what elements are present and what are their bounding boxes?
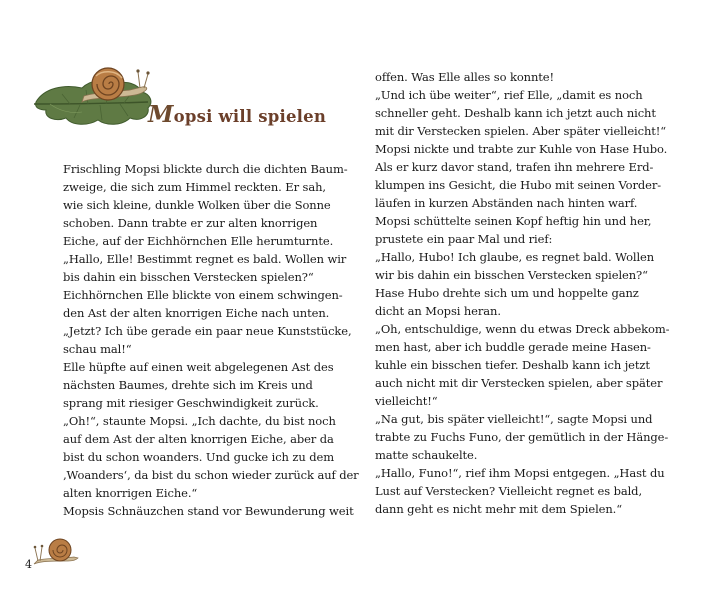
footer-snail-icon [30, 534, 82, 568]
text-line: auch nicht mit dir Verstecken spielen, aber später [375, 376, 663, 390]
text-line: sprang mit riesiger Geschwindigkeit zurück. [63, 396, 319, 410]
text-line: dicht an Mopsi heran. [375, 304, 501, 318]
chapter-title [148, 101, 326, 128]
text-line: „Hallo, Hubo! Ich glaube, es regnet bald. Wollen [375, 250, 655, 264]
text-line: auf dem Ast der alten knorrigen Eiche, aber da [63, 432, 334, 446]
text-line: nächsten Baumes, drehte sich im Kreis und [63, 378, 313, 392]
text-line: den Ast der alten knorrigen Eiche nach unten. [63, 306, 330, 320]
text-column-left [63, 160, 359, 520]
text-line: mit dir Verstecken spielen. Aber später vielleicht!“ [375, 124, 667, 138]
text-line: „Jetzt? Ich übe gerade ein paar neue Kunststücke, [63, 324, 352, 338]
text-line: läufen in kurzen Abständen nach hinten warf. [375, 196, 638, 210]
text-line: Mopsi nickte und trabte zur Kuhle von Hase Hubo. [375, 142, 668, 156]
text-line: „Und ich übe weiter“, rief Elle, „damit es noch [375, 88, 643, 102]
text-line: zweige, die sich zum Himmel reckten. Er sah, [63, 180, 326, 194]
text-line: offen. Was Elle alles so konnte! [375, 70, 555, 84]
text-line: Als er kurz davor stand, trafen ihn mehrere Erd- [375, 160, 654, 174]
text-line: trabte zu Fuchs Funo, der gemütlich in der Hänge- [375, 430, 669, 444]
text-line: Hase Hubo drehte sich um und hoppelte ganz [375, 286, 639, 300]
text-line: matte schaukelte. [375, 448, 478, 462]
text-line: Mopsi schüttelte seinen Kopf heftig hin und her, [375, 214, 652, 228]
text-line: „Hallo, Funo!“, rief ihm Mopsi entgegen. „Hast du [375, 466, 665, 480]
text-line: schneller geht. Deshalb kann ich jetzt auch nicht [375, 106, 656, 120]
text-line: „Oh!“, staunte Mopsi. „Ich dachte, du bist noch [63, 414, 336, 428]
title-rest: opsi will spielen [173, 107, 327, 126]
text-line: kuhle ein bisschen tiefer. Deshalb kann ich jetzt [375, 358, 650, 372]
text-line: prustete ein paar Mal und rief: [375, 232, 553, 246]
text-line: alten knorrigen Eiche.“ [63, 486, 198, 500]
text-line: Eiche, auf der Eichhörnchen Elle herumturnte. [63, 234, 334, 248]
text-line: schoben. Dann trabte er zur alten knorrigen [63, 216, 318, 230]
text-line: schau mal!“ [63, 342, 132, 356]
text-line: „Oh, entschuldige, wenn du etwas Dreck abbekom- [375, 322, 670, 336]
text-column-right [375, 68, 671, 518]
text-line: klumpen ins Gesicht, die Hubo mit seinen Vorder- [375, 178, 661, 192]
text-line: „Hallo, Elle! Bestimmt regnet es bald. Wollen wir [63, 252, 347, 266]
text-line: Elle hüpfte auf einen weit abgelegenen Ast des [63, 360, 334, 374]
text-line: wir bis dahin ein bisschen Verstecken spielen?“ [375, 268, 648, 282]
text-line: bist du schon woanders. Und gucke ich zu dem [63, 450, 335, 464]
text-line: dann geht es nicht mehr mit dem Spielen.“ [375, 502, 623, 516]
title-initial: M [148, 101, 174, 128]
text-line: Mopsis Schnäuzchen stand vor Bewunderung weit [63, 504, 354, 518]
text-line: ‚Woanders‘, da bist du schon wieder zurück auf der [63, 468, 359, 482]
snail-on-leaf-illustration [30, 58, 160, 130]
text-line: Frischling Mopsi blickte durch die dichten Baum- [63, 162, 348, 176]
page-number: 4 [25, 558, 32, 571]
text-line: Lust auf Verstecken? Vielleicht regnet es bald, [375, 484, 642, 498]
text-line: wie sich kleine, dunkle Wolken über die Sonne [63, 198, 331, 212]
text-line: „Na gut, bis später vielleicht!“, sagte Mopsi und [375, 412, 653, 426]
text-line: men hast, aber ich buddle gerade meine Hasen- [375, 340, 651, 354]
text-line: Eichhörnchen Elle blickte von einem schwingen- [63, 288, 343, 302]
text-line: bis dahin ein bisschen Verstecken spielen?“ [63, 270, 314, 284]
text-line: vielleicht!“ [375, 394, 438, 408]
